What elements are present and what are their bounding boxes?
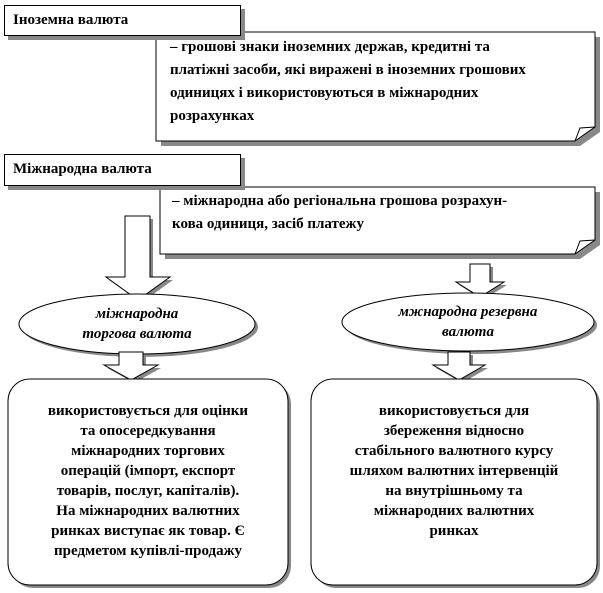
international-currency-definition bbox=[168, 190, 593, 236]
international-currency-title-box bbox=[4, 154, 241, 186]
definition-line: – міжнародна або регіональна грошова розрахун- bbox=[172, 193, 508, 209]
definition-line: одиницях і використовуються в міжнародних bbox=[170, 85, 479, 101]
reserve-currency-description bbox=[317, 401, 591, 541]
foreign-currency-title-box bbox=[4, 5, 241, 36]
definition-line: розрахунках bbox=[170, 108, 255, 124]
description-line: ринках bbox=[429, 523, 479, 539]
foreign-currency-title: Іноземна валюта bbox=[13, 12, 129, 28]
description-line: стабільного валютного курсу bbox=[354, 443, 554, 459]
description-line: міжнародних валютних bbox=[373, 503, 535, 519]
reserve-currency-label bbox=[342, 293, 594, 351]
definition-line: – грошові знаки іноземних держав, кредитні та bbox=[170, 39, 490, 55]
description-line: використовується для bbox=[378, 403, 530, 419]
description-line: На міжнародних валютних bbox=[56, 503, 240, 519]
trade-currency-description bbox=[14, 401, 282, 561]
description-line: предметом купівлі-продажу bbox=[54, 543, 242, 559]
foreign-currency-definition bbox=[166, 36, 591, 128]
trade-currency-label bbox=[19, 294, 255, 354]
description-line: товарів, послуг, капіталів). bbox=[56, 483, 240, 499]
description-line: ринках виступає як товар. Є bbox=[51, 523, 245, 539]
description-line: операцій (імпорт, експорт bbox=[60, 463, 236, 479]
description-line: збереження відносно bbox=[383, 423, 525, 439]
oval-line: торгова валюта bbox=[82, 326, 192, 342]
international-currency-title: Міжнародна валюта bbox=[13, 161, 152, 177]
arrow-to-reserve-description bbox=[433, 352, 488, 383]
definition-line: платіжні засоби, які виражені в іноземних грошових bbox=[170, 62, 526, 78]
description-line: шляхом валютних інтервенцій bbox=[349, 463, 559, 479]
description-line: на внутрішньому та bbox=[385, 483, 523, 499]
description-line: використовується для оцінки bbox=[47, 403, 249, 419]
oval-line: валюта bbox=[442, 324, 494, 340]
description-line: міжнародних торгових bbox=[71, 443, 225, 459]
definition-line: кова одиниця, засіб платежу bbox=[172, 216, 364, 232]
oval-line: мжнародна резервна bbox=[398, 304, 538, 320]
description-line: та опосередкування bbox=[80, 423, 216, 439]
oval-line: міжнародна bbox=[95, 306, 179, 322]
